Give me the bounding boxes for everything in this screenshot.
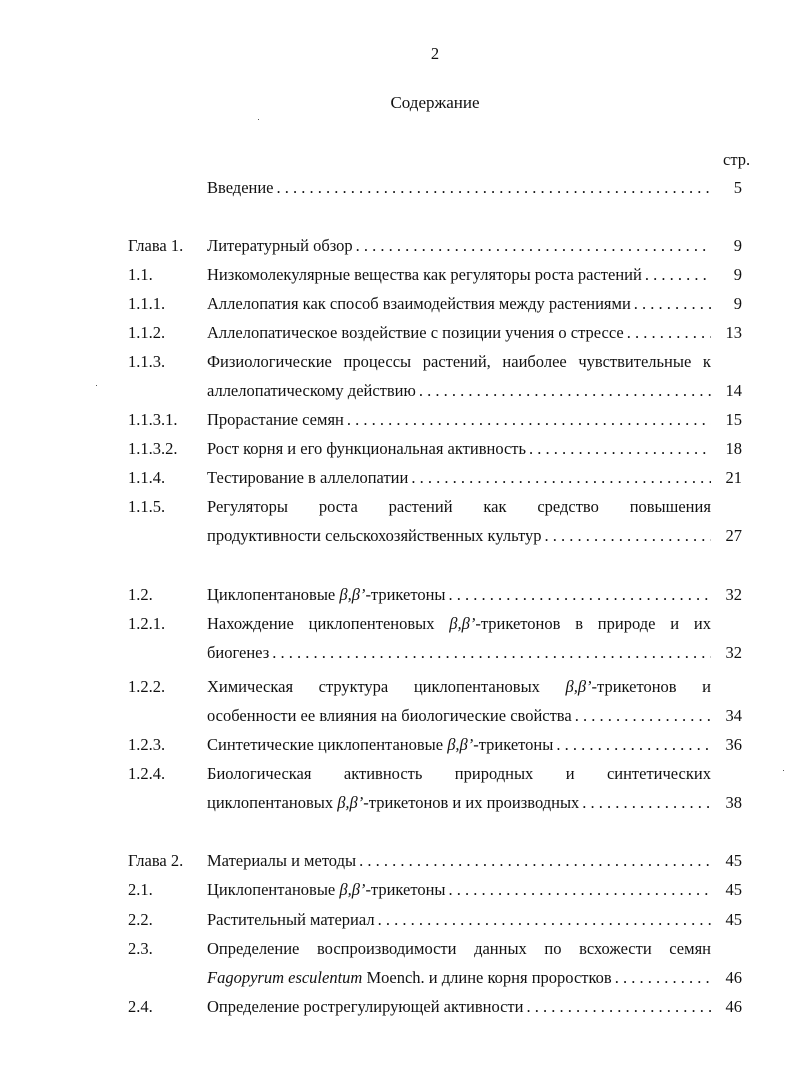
- toc-entry-title: Циклопентановые β,β’-трикетоны . . .: [207, 880, 711, 900]
- toc-entry-title: Регуляторы роста растений как средство повышения: [207, 497, 711, 516]
- toc-entry-page: 5: [733, 178, 742, 197]
- toc-entry-title: Определение воспроизводимости данных по всхожести семян: [207, 939, 711, 958]
- toc-entry-title: Аллелопатическое воздействие с позиции учения о стрессе . . .: [207, 323, 711, 343]
- toc-entry-page: 45: [725, 880, 742, 899]
- toc-entry-number: 1.2.4.: [128, 764, 166, 783]
- toc-entry: [0, 939, 794, 961]
- toc-entry-number: 1.1.3.2.: [128, 439, 178, 458]
- toc-entry-number: 1.1.3.: [128, 352, 166, 371]
- toc-entry-page: 27: [725, 526, 742, 545]
- toc-entry-title: Нахождение циклопентеновых β,β’-трикетонов в природе и их: [207, 614, 711, 633]
- toc-entry: [0, 410, 794, 432]
- toc-entry: [0, 910, 794, 932]
- dot-leader: [642, 265, 711, 285]
- page-title: Содержание: [390, 93, 480, 112]
- toc-entry: [0, 735, 794, 757]
- toc-entry-title-continued: Fagopyrum esculentum Moench. и длине корня проростков . . .: [207, 968, 711, 988]
- toc-entry: [0, 614, 794, 636]
- toc-entry-page: 14: [725, 381, 742, 400]
- toc-entry-continuation: [0, 706, 794, 728]
- toc-entry-title: Литературный обзор . . .: [207, 236, 711, 256]
- toc-entry: [0, 178, 794, 200]
- toc-entry-title: Химическая структура циклопентановых β,β’-трикетонов и: [207, 677, 711, 696]
- toc-entry-page: 45: [725, 851, 742, 870]
- toc-entry-number: 1.1.3.1.: [128, 410, 178, 429]
- toc-entry-page: 38: [725, 793, 742, 812]
- toc-entry-page: 15: [725, 410, 742, 429]
- toc-entry-page: 9: [733, 265, 742, 284]
- toc-entry: [0, 439, 794, 461]
- dot-leader: [446, 880, 711, 900]
- toc-entry-number: 1.1.2.: [128, 323, 166, 342]
- dot-leader: [624, 323, 711, 343]
- scan-speck: [258, 119, 259, 120]
- toc-entry-page: 34: [725, 706, 742, 725]
- dot-leader: [572, 706, 711, 726]
- toc-entry-continuation: [0, 643, 794, 665]
- toc-entry-title: Введение . . .: [207, 178, 711, 198]
- toc-entry-title-continued: особенности ее влияния на биологические свойства . . .: [207, 706, 711, 726]
- toc-entry-title: Определение рострегулирующей активности . . .: [207, 997, 711, 1017]
- dot-leader: [523, 997, 711, 1017]
- dot-leader: [526, 439, 711, 459]
- toc-entry-page: 21: [725, 468, 742, 487]
- toc-entry: [0, 997, 794, 1019]
- toc-entry-number: 1.1.: [128, 265, 153, 284]
- toc-entry-number: 1.2.2.: [128, 677, 166, 696]
- toc-entry-number: 1.1.1.: [128, 294, 166, 313]
- dot-leader: [353, 236, 711, 256]
- toc-entry-title: Тестирование в аллелопатии . . .: [207, 468, 711, 488]
- toc-entry-number: 2.3.: [128, 939, 153, 958]
- toc-entry-page: 18: [725, 439, 742, 458]
- toc-entry-title: Физиологические процессы растений, наиболее чувствительные к: [207, 352, 711, 371]
- toc-entry-page: 46: [725, 997, 742, 1016]
- toc-entry-number: 1.1.4.: [128, 468, 166, 487]
- toc-entry-number: 2.2.: [128, 910, 153, 929]
- toc-entry: [0, 265, 794, 287]
- dot-leader: [356, 851, 711, 871]
- toc-entry-number: 1.2.1.: [128, 614, 166, 633]
- toc-entry: [0, 880, 794, 902]
- toc-entry-page: 46: [725, 968, 742, 987]
- toc-entry: [0, 236, 794, 258]
- dot-leader: [446, 585, 711, 605]
- dot-leader: [553, 735, 711, 755]
- dot-leader: [612, 968, 711, 988]
- page-number: 2: [430, 44, 440, 63]
- dot-leader: [416, 381, 711, 401]
- toc-entry-title: Материалы и методы . . .: [207, 851, 711, 871]
- toc-entry-title: Прорастание семян . . .: [207, 410, 711, 430]
- toc-entry: [0, 352, 794, 374]
- toc-entry: [0, 851, 794, 873]
- toc-entry-continuation: [0, 526, 794, 548]
- toc-entry-continuation: [0, 793, 794, 815]
- toc-entry: [0, 764, 794, 786]
- dot-leader: [269, 643, 711, 663]
- toc-entry-number: 1.2.: [128, 585, 153, 604]
- toc-entry-page: 9: [733, 236, 742, 255]
- toc-entry: [0, 677, 794, 699]
- toc-entry: [0, 497, 794, 519]
- toc-entry-title: Низкомолекулярные вещества как регуляторы роста растений . . .: [207, 265, 711, 285]
- toc-entry-title: Рост корня и его функциональная активность . . .: [207, 439, 711, 459]
- toc-entry: [0, 585, 794, 607]
- toc-entry-number: 1.1.5.: [128, 497, 166, 516]
- page-column-label: стр.: [723, 150, 751, 169]
- toc-entry: [0, 323, 794, 345]
- toc-entry-page: 32: [725, 585, 742, 604]
- dot-leader: [541, 526, 711, 546]
- toc-entry-continuation: [0, 968, 794, 990]
- toc-entry-number: 2.4.: [128, 997, 153, 1016]
- toc-entry-title-continued: продуктивности сельскохозяйственных культур . . .: [207, 526, 711, 546]
- toc-entry-title: Аллелопатия как способ взаимодействия между растениями . . .: [207, 294, 711, 314]
- scan-speck: [96, 385, 97, 386]
- toc-entry-page: 9: [733, 294, 742, 313]
- dot-leader: [375, 910, 711, 930]
- toc-entry-page: 32: [725, 643, 742, 662]
- toc-entry-page: 13: [725, 323, 742, 342]
- toc-entry-number: Глава 2.: [128, 851, 184, 870]
- dot-leader: [631, 294, 711, 314]
- toc-entry-page: 45: [725, 910, 742, 929]
- toc-entry-number: Глава 1.: [128, 236, 184, 255]
- toc-entry-page: 36: [725, 735, 742, 754]
- toc-entry-number: 2.1.: [128, 880, 153, 899]
- toc-entry-title: Синтетические циклопентановые β,β’-трикетоны . . .: [207, 735, 711, 755]
- toc-entry-title-continued: аллелопатическому действию . . .: [207, 381, 711, 401]
- toc-entry: [0, 294, 794, 316]
- dot-leader: [274, 178, 711, 198]
- scan-speck: [783, 770, 784, 771]
- dot-leader: [579, 793, 711, 813]
- toc-entry: [0, 468, 794, 490]
- toc-entry-title: Биологическая активность природных и синтетических: [207, 764, 711, 783]
- toc-entry-title-continued: биогенез . . .: [207, 643, 711, 663]
- dot-leader: [344, 410, 711, 430]
- toc-entry-continuation: [0, 381, 794, 403]
- toc-entry-number: 1.2.3.: [128, 735, 166, 754]
- toc-entry-title: Циклопентановые β,β’-трикетоны . . .: [207, 585, 711, 605]
- dot-leader: [408, 468, 711, 488]
- toc-entry-title-continued: циклопентановых β,β’-трикетонов и их производных . . .: [207, 793, 711, 813]
- toc-entry-title: Растительный материал . . .: [207, 910, 711, 930]
